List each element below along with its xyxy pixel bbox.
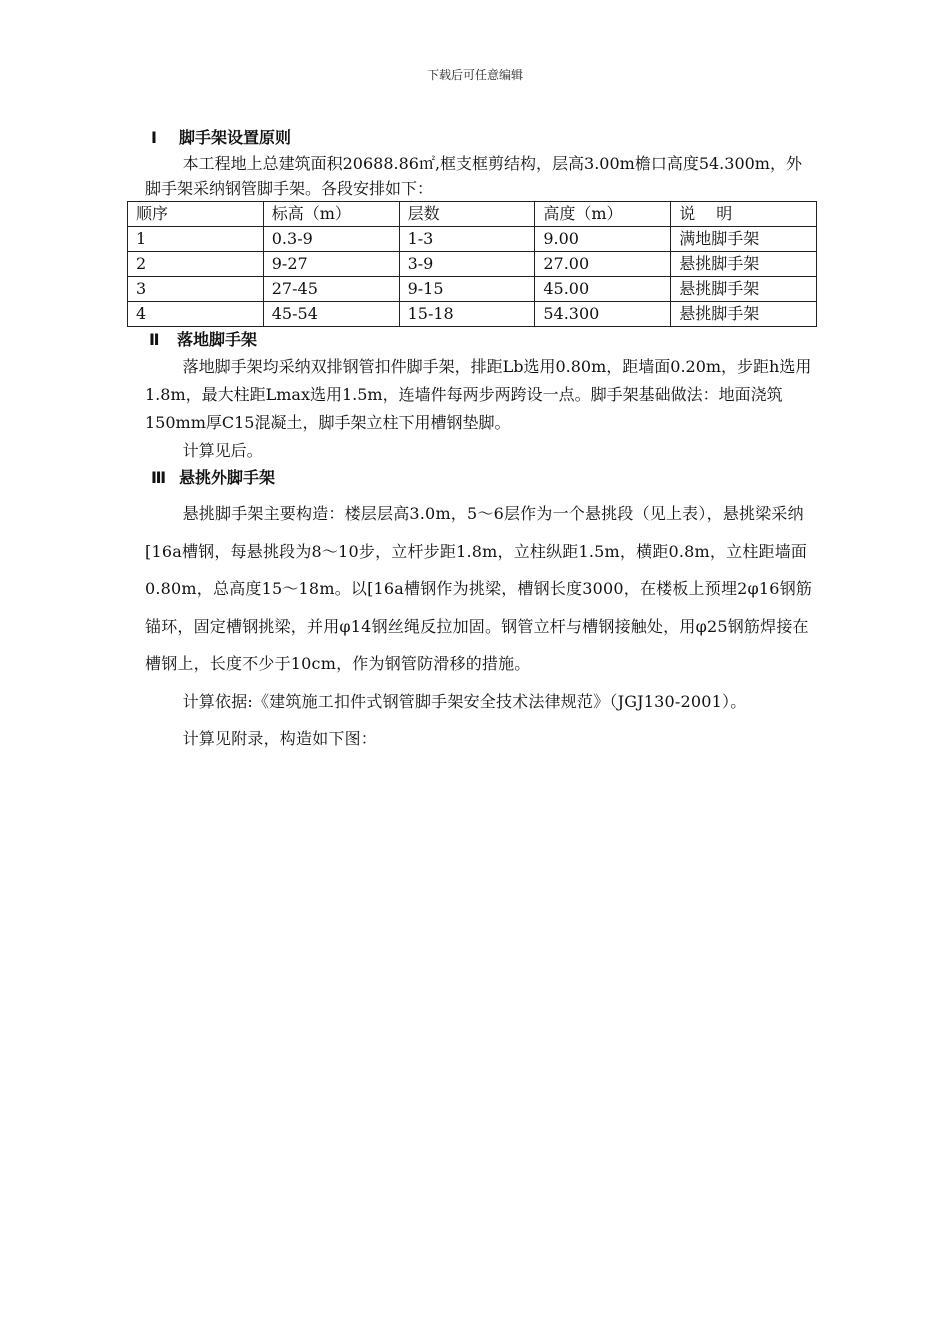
document-body: [136, 125, 817, 758]
table-header-cell: 顺序: [128, 202, 264, 227]
section-number: Ⅰ: [151, 128, 157, 147]
section-number: Ⅲ: [151, 468, 167, 487]
section-heading-2: [143, 327, 817, 353]
table-header-cell: 高度（m）: [535, 202, 671, 227]
page-header: 下载后可任意编辑: [426, 68, 523, 82]
section-title: 脚手架设置原则: [179, 128, 292, 147]
table-row: [128, 302, 817, 327]
table-row: [128, 252, 817, 277]
table-header-cell: 说 明: [671, 202, 817, 227]
table-cell: 悬挑脚手架: [671, 252, 817, 277]
section2-note: 计算见后。: [182, 441, 263, 460]
table-header-row: [128, 202, 817, 227]
table-cell: 悬挑脚手架: [671, 277, 817, 302]
table-cell: 27.00: [535, 252, 671, 277]
table-cell: 1-3: [399, 227, 535, 252]
table-cell: 满地脚手架: [671, 227, 817, 252]
section2-paragraph: 落地脚手架均采纳双排钢管扣件脚手架，排距Lb选用0.80m，距墙面0.20m，步距h选用1.8m，最大柱距Lmax选用1.5m，连墙件每两步两跨设一点。脚手架基础做法：地面浇筑150mm厚C15混凝土，脚手架立柱下用槽钢垫脚。: [145, 357, 812, 432]
table-cell: 3: [128, 277, 264, 302]
section3-basis: 计算依据:《建筑施工扣件式钢管脚手架安全技术法律规范》（JGJ130-2001）。: [182, 691, 747, 711]
table-row: [128, 227, 817, 252]
section3-note: 计算见附录，构造如下图：: [182, 729, 377, 748]
table-row: [128, 277, 817, 302]
section-number: Ⅱ: [149, 330, 160, 349]
table-cell: 15-18: [399, 302, 535, 327]
section-heading-1: [145, 125, 817, 151]
table-cell: 9-15: [399, 277, 535, 302]
section3-paragraph: 悬挑脚手架主要构造：楼层层高3.0m，5～6层作为一个悬挑段（见上表），悬挑梁采纳[16a槽钢，每悬挑段为8～10步，立杆步距1.8m，立柱纵距1.5m，横距0.8m，立柱距墙面0.80m，总高度15～18m。以[16a槽钢作为挑梁，槽钢长度3000，在楼板上预埋2φ16钢筋锚环，固定槽钢挑梁，并用φ14钢丝绳反拉加固。钢管立杆与槽钢接触处，用φ25钢筋焊接在槽钢上，长度不少于10cm，作为钢管防滑移的措施。: [145, 504, 813, 673]
table-cell: 悬挑脚手架: [671, 302, 817, 327]
section-title: 落地脚手架: [177, 330, 258, 349]
table-cell: 2: [128, 252, 264, 277]
table-cell: 9.00: [535, 227, 671, 252]
table-header-cell: 标高（m）: [263, 202, 399, 227]
section1-intro: 本工程地上总建筑面积20688.86㎡,框支框剪结构，层高3.00m檐口高度54.300m，外脚手架采纳钢管脚手架。各段安排如下：: [145, 154, 802, 198]
section-heading-3: [145, 465, 817, 491]
table-cell: 4: [128, 302, 264, 327]
table-cell: 3-9: [399, 252, 535, 277]
table-header-cell: 层数: [399, 202, 535, 227]
section-title: 悬挑外脚手架: [179, 468, 276, 487]
table-cell: 9-27: [263, 252, 399, 277]
section-2: [145, 327, 817, 465]
table-cell: 45.00: [535, 277, 671, 302]
table-cell: 54.300: [535, 302, 671, 327]
table-cell: 27-45: [263, 277, 399, 302]
table-cell: 45-54: [263, 302, 399, 327]
scaffold-table: [127, 201, 817, 327]
table-cell: 1: [128, 227, 264, 252]
section-3: [145, 465, 817, 758]
table-cell: 0.3-9: [263, 227, 399, 252]
